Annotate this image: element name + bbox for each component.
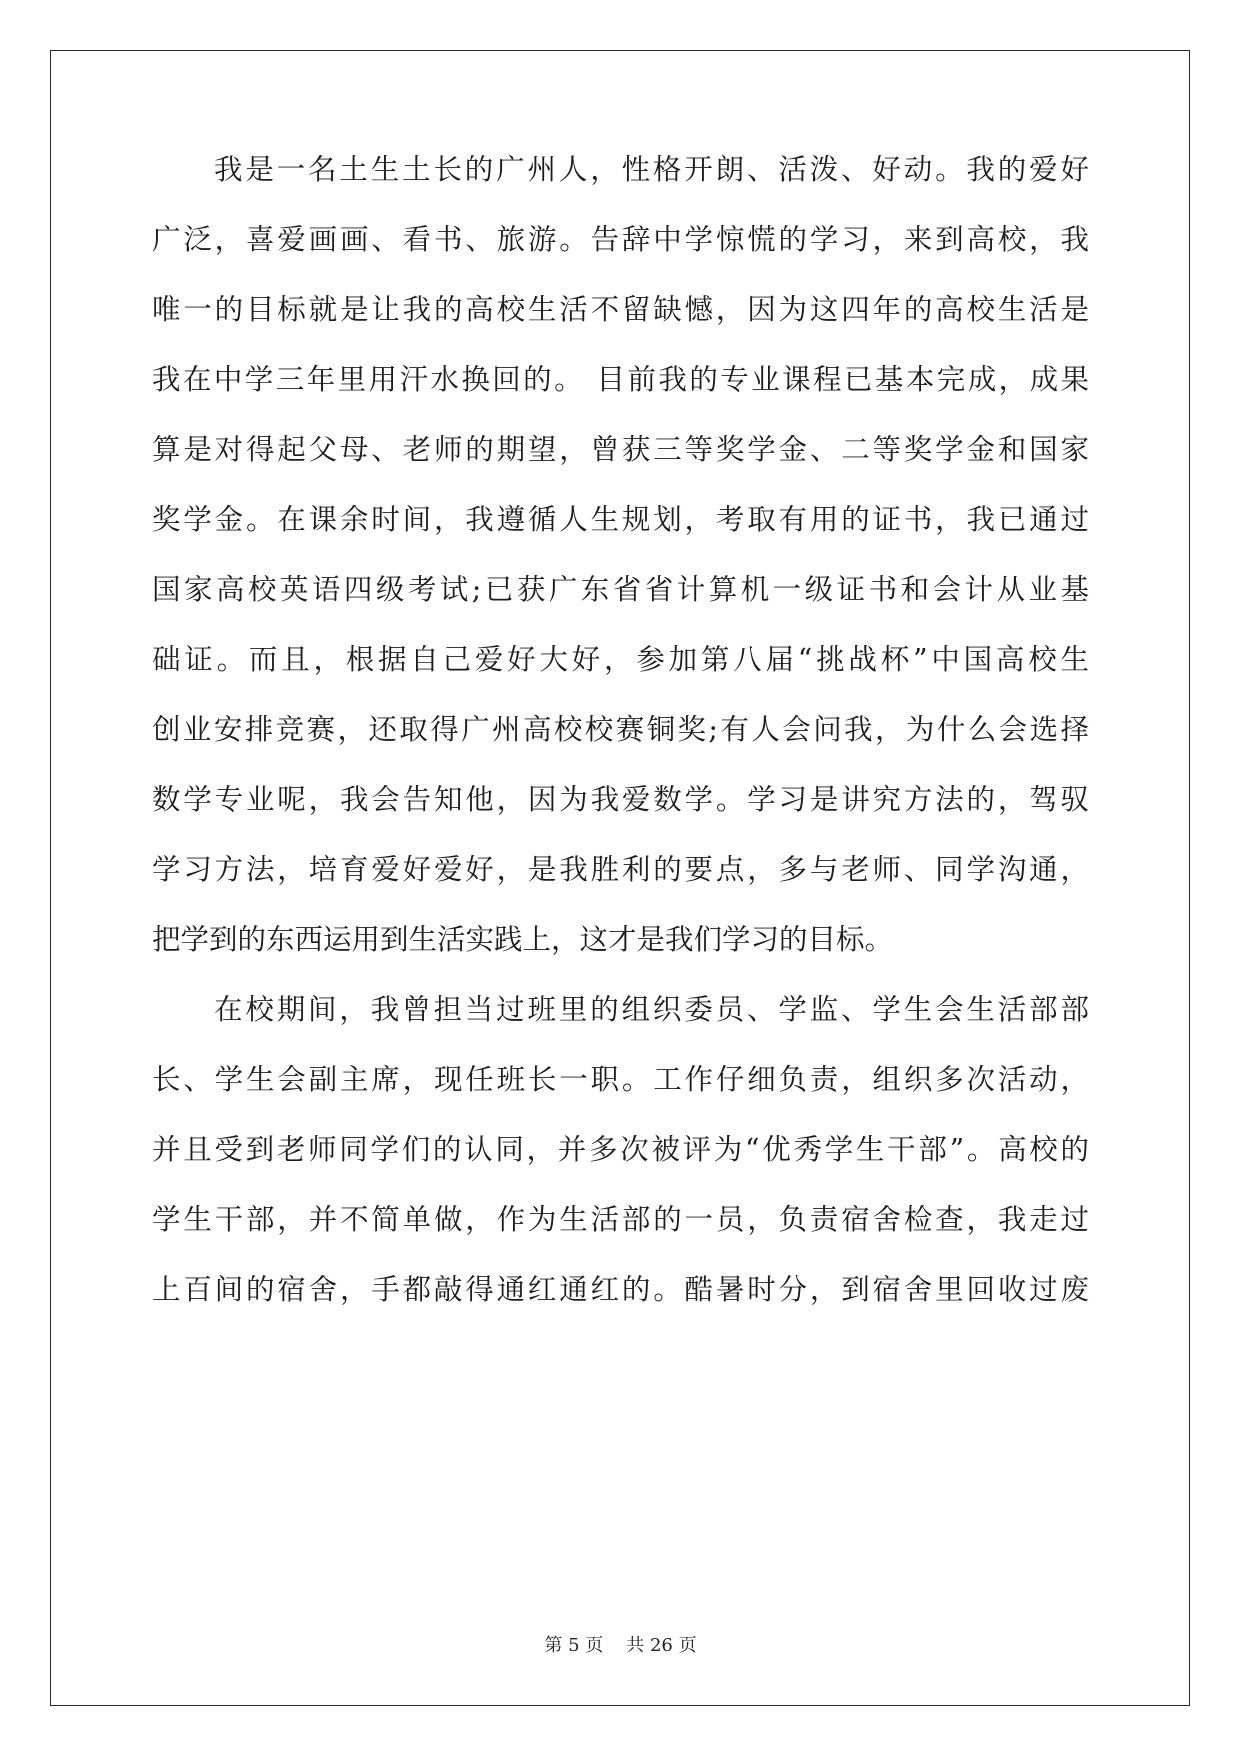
paragraph-1-line-3: 唯一的目标就是让我的高校生活不留缺憾，因为这四年的高校生活是: [152, 293, 1089, 326]
paragraph-1-line-9: 创业安排竞赛，还取得广州高校校赛铜奖;有人会问我，为什么会选择: [152, 713, 1089, 746]
page-footer: [0, 1634, 1241, 1658]
paragraph-1-line-7: 国家高校英语四级考试;已获广东省省计算机一级证书和会计从业基: [152, 573, 1089, 606]
paragraph-2-line-4: 学生干部，并不简单做，作为生活部的一员，负责宿舍检查，我走过: [152, 1203, 1089, 1236]
paragraph-1-line-12: 把学到的东西运用到生活实践上，这才是我们学习的目标。: [152, 923, 894, 956]
paragraph-1-line-5: 算是对得起父母、老师的期望，曾获三等奖学金、二等奖学金和国家: [152, 433, 1089, 466]
page-number: 第 5 页: [544, 1635, 604, 1656]
page-total: 共 26 页: [626, 1635, 697, 1656]
paragraph-1-line-4: 我在中学三年里用汗水换回的。 目前我的专业课程已基本完成，成果: [152, 363, 1089, 396]
paragraph-1-line-8: 础证。而且，根据自己爱好大好，参加第八届“挑战杯”中国高校生: [152, 643, 1089, 676]
paragraph-1-line-2: 广泛，喜爱画画、看书、旅游。告辞中学惊慌的学习，来到高校，我: [152, 223, 1089, 256]
paragraph-1-line-10: 数学专业呢，我会告知他，因为我爱数学。学习是讲究方法的，驾驭: [152, 783, 1089, 816]
paragraph-2-line-3: 并且受到老师同学们的认同，并多次被评为“优秀学生干部”。高校的: [152, 1133, 1089, 1166]
paragraph-2-line-1: 在校期间，我曾担当过班里的组织委员、学监、学生会生活部部: [214, 993, 1089, 1026]
paragraph-2-line-5: 上百间的宿舍，手都敲得通红通红的。酷暑时分，到宿舍里回收过废: [152, 1273, 1089, 1306]
paragraph-1-line-1: 我是一名土生土长的广州人，性格开朗、活泼、好动。我的爱好: [214, 153, 1089, 186]
paragraph-1-line-6: 奖学金。在课余时间，我遵循人生规划，考取有用的证书，我已通过: [152, 503, 1089, 536]
paragraph-1-line-11: 学习方法，培育爱好爱好，是我胜利的要点，多与老师、同学沟通，: [152, 853, 1089, 886]
paragraph-2-line-2: 长、学生会副主席，现任班长一职。工作仔细负责，组织多次活动，: [152, 1063, 1089, 1096]
